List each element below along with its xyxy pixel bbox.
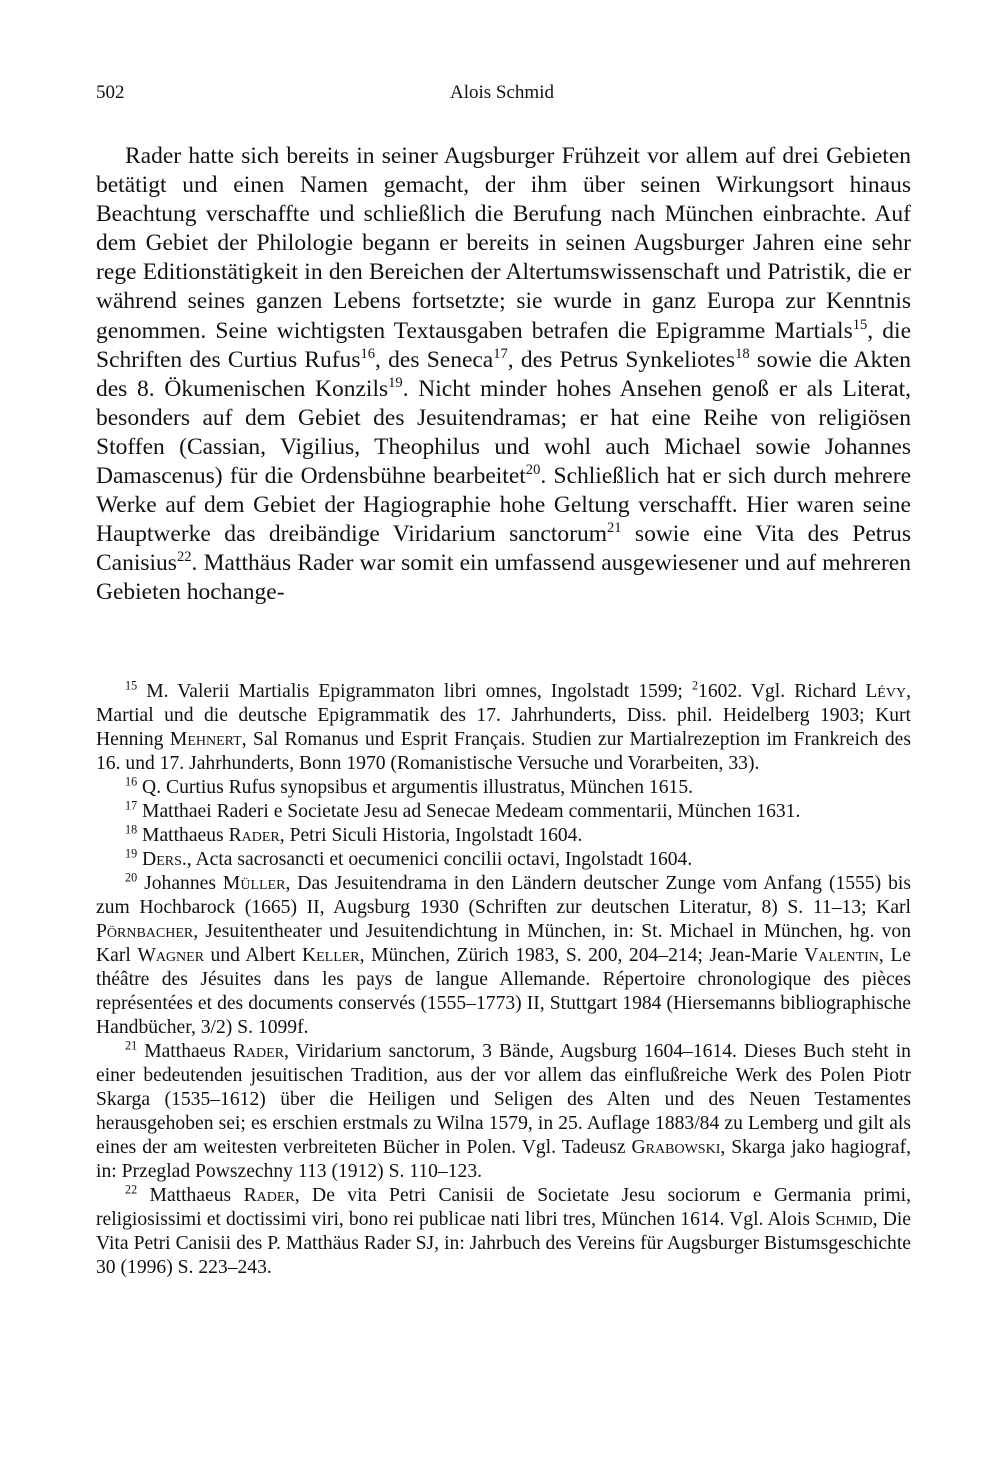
author-name: Pörnbacher bbox=[96, 921, 194, 942]
text-run: , Sal Romanus und Esprit Français. Studien zur Martialrezeption im Frankreich des 16. und 17. Jahrhunderts, Bonn 1970 (Romanistische Versuche und Vorarbeiten, 33). bbox=[96, 729, 911, 774]
text-run: . Matthäus Rader war somit ein umfassend ausgewiesener und auf mehreren Gebieten hochange- bbox=[96, 550, 911, 606]
footnote-ref-15: 15 bbox=[852, 316, 868, 333]
text-run: , Martial und die deutsche Epigrammatik des 17. Jahrhunderts, Diss. phil. Heidelberg 1903; Kurt Henning bbox=[96, 681, 911, 750]
author-name: Keller bbox=[301, 945, 360, 966]
text-run: Matthaeus bbox=[144, 1041, 233, 1062]
author-name: Lévy bbox=[865, 681, 907, 702]
text-run: Matthaei Raderi e Societate Jesu ad Senecae Medeam commentarii, München 1631. bbox=[142, 801, 801, 822]
text-run: , Petri Siculi Historia, Ingolstadt 1604. bbox=[279, 825, 583, 846]
text-run: , des Seneca bbox=[375, 346, 494, 373]
text-run: 1602. Vgl. Richard bbox=[698, 681, 866, 702]
text-run: Matthaeus bbox=[149, 1185, 244, 1206]
footnotes bbox=[96, 680, 911, 1280]
footnote-ref-19: 19 bbox=[388, 374, 403, 391]
footnote-17 bbox=[96, 800, 911, 824]
text-run: , Das Jesuitendrama in den Ländern deutscher Zunge vom Anfang (1555) bis zum Hochbarock (1665) II, Augsburg 1930 (Schriften zur deutschen Literatur, 8) S. 11–13; Karl bbox=[96, 873, 912, 918]
footnote-ref-22: 22 bbox=[176, 549, 192, 566]
footnote-number: 19 bbox=[125, 846, 138, 861]
author-name: Ders. bbox=[142, 849, 187, 870]
text-run: , Skarga jako hagiograf, in: Przeglad Powszechny 113 (1912) S. 110–123. bbox=[96, 1137, 911, 1182]
text-run: , Jesuitentheater und Jesuitendichtung in München, in: St. Michael in München, hg. von Karl bbox=[96, 921, 911, 966]
text-run: , De vita Petri Canisii de Societate Jesu sociorum e Germania primi, religiosissimi et doctissimi viri, bono rei publicae nati libri tres, München 1614. Vgl. Alois bbox=[96, 1185, 911, 1230]
running-head: Alois Schmid bbox=[450, 82, 554, 103]
text-run: Rader hatte sich bereits in seiner Augsburger Frühzeit vor allem auf drei Gebieten betätigt und einen Namen gemacht, der ihm über seinen Wirkungsort hinaus Beachtung verschaffte und schließlich die Berufung nach München einbrachte. Auf dem Gebiet der Philologie begann er bereits in seinen Augsburger Jahren eine sehr rege Editionstätigkeit in den Bereichen der Altertumswissenschaft und Patristik, die er während seines ganzen Lebens fortsetzte; sie wurde in ganz Europa zur Kenntnis genommen. Seine wichtigsten Textausgaben betrafen die Epigramme Martials bbox=[96, 143, 911, 344]
footnote-16 bbox=[96, 776, 911, 800]
text-run: , Acta sacrosancti et oecumenici concilii octavi, Ingolstadt 1604. bbox=[186, 849, 693, 870]
body-paragraph bbox=[96, 142, 911, 608]
footnote-21 bbox=[96, 1040, 911, 1184]
footnote-number: 16 bbox=[125, 774, 138, 789]
footnote-ref-18: 18 bbox=[735, 345, 750, 362]
footnote-number: 17 bbox=[125, 798, 138, 813]
text-run: Matthaeus bbox=[142, 825, 229, 846]
footnote-number: 20 bbox=[125, 870, 138, 885]
footnote-number: 21 bbox=[125, 1038, 138, 1053]
body-text bbox=[96, 142, 911, 608]
footnote-ref-17: 17 bbox=[493, 345, 508, 362]
footnote-number: 18 bbox=[125, 822, 138, 837]
page-header bbox=[96, 82, 908, 112]
author-name: Mehnert bbox=[169, 729, 242, 750]
text-run: Q. Curtius Rufus synopsibus et argumentis illustratus, München 1615. bbox=[142, 777, 694, 798]
text-run: . Schließlich hat er sich durch mehrere Werke auf dem Gebiet der Hagiographie hohe Geltung verschafft. Hier waren seine Hauptwerke das dreibändige Viridarium sanctorum bbox=[96, 463, 911, 548]
author-name: Rader bbox=[243, 1185, 295, 1206]
author-name: Rader bbox=[228, 825, 280, 846]
author-name: Wagner bbox=[137, 945, 205, 966]
footnote-number: 15 bbox=[125, 678, 138, 693]
footnote-15 bbox=[96, 680, 911, 776]
footnote-ref-21: 21 bbox=[607, 520, 622, 537]
edition-superscript: 2 bbox=[691, 678, 699, 693]
author-name: Müller bbox=[222, 873, 286, 894]
text-run: sowie eine Vita des Petrus Canisius bbox=[96, 521, 912, 577]
text-run: , München, Zürich 1983, S. 200, 204–214; Jean-Marie bbox=[359, 945, 805, 966]
text-run: Johannes bbox=[144, 873, 223, 894]
text-run: , Viridarium sanctorum, 3 Bände, Augsburg 1604–1614. Dieses Buch steht in einer bedeutenden jesuitischen Tradition, aus der vor allem das einflußreiche Werk des Polen Piotr Skarga (1535–1612) über die Heiligen und Seligen des Alten und des Neuen Testamentes herausgehoben sei; es erschien erstmals zu Wilna 1579, in 25. Auflage 1883/84 zu Lemberg und gilt als eines der am weitesten verbreiteten Bücher in Polen. Vgl. Tadeusz bbox=[96, 1041, 911, 1158]
author-name: Grabowski bbox=[631, 1137, 721, 1158]
text-run: M. Valerii Martialis Epigrammaton libri omnes, Ingolstadt 1599; bbox=[146, 681, 692, 702]
text-run: , des Petrus Synkeliotes bbox=[507, 346, 736, 373]
text-run: und Albert bbox=[204, 945, 302, 966]
footnote-ref-16: 16 bbox=[360, 345, 376, 362]
author-name: Rader bbox=[232, 1041, 285, 1062]
text-run: , Die Vita Petri Canisii des P. Matthäus Rader SJ, in: Jahrbuch des Vereins für Augsburger Bistumsgeschichte 30 (1996) S. 223–243. bbox=[96, 1209, 911, 1278]
footnote-number: 22 bbox=[125, 1182, 138, 1197]
footnote-18 bbox=[96, 824, 911, 848]
author-name: Schmid bbox=[815, 1209, 873, 1230]
text-run: sowie die Akten des 8. Ökumenischen Konzils bbox=[96, 346, 911, 402]
footnote-ref-20: 20 bbox=[525, 462, 541, 479]
footnote-19 bbox=[96, 848, 911, 872]
text-run: , die Schriften des Curtius Rufus bbox=[96, 317, 911, 373]
page-number: 502 bbox=[96, 82, 125, 103]
footnote-22 bbox=[96, 1184, 911, 1280]
text-run: , Le théâtre des Jésuites dans les pays de langue Allemande. Répertoire chronologique des pièces représentées et des documents conservés (1555–1773) II, Stuttgart 1984 (Hiersemanns bibliographische Handbücher, 3/2) S. 1099f. bbox=[96, 945, 911, 1038]
author-name: Valentin bbox=[804, 945, 879, 966]
text-run: . Nicht minder hohes Ansehen genoß er als Literat, besonders auf dem Gebiet des Jesuitendramas; er hat eine Reihe von religiösen Stoffen (Cassian, Vigilius, Theophilus und wohl auch Michael sowie Johannes Damascenus) für die Ordensbühne bearbeitet bbox=[96, 375, 911, 490]
footnote-20 bbox=[96, 872, 911, 1040]
